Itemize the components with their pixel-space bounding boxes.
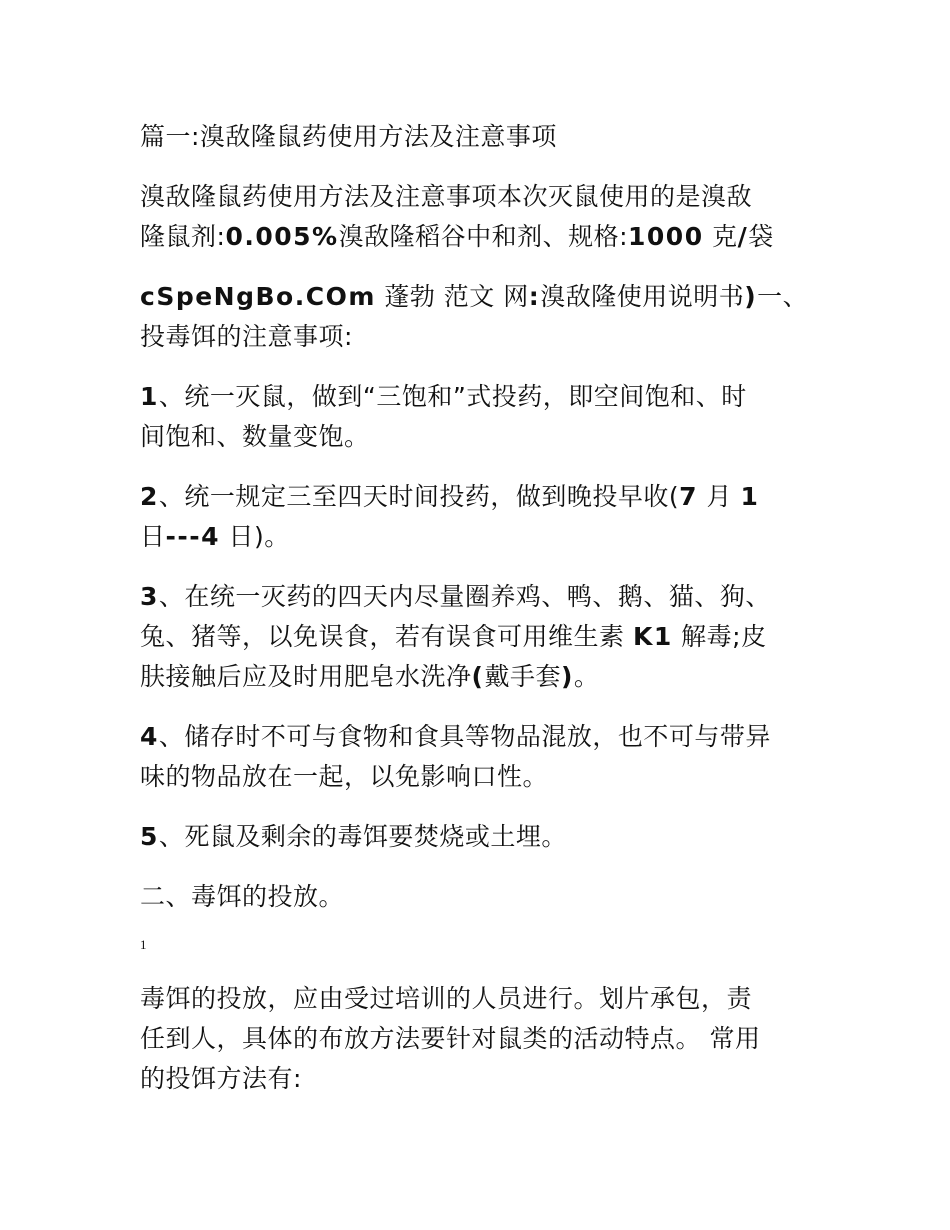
day-value: 1	[740, 482, 760, 511]
item1-line-1	[140, 377, 820, 417]
spec-value: 1000	[628, 222, 704, 251]
source-line-1	[140, 277, 820, 317]
item-text: 、统一规定三至四天时间投药，做到晚投早收(	[158, 482, 680, 511]
spec-unit: 克	[703, 222, 738, 251]
section-2-heading	[140, 877, 820, 917]
item-text: 、死鼠及剩余的毒饵要焚烧或土埋。	[158, 822, 567, 851]
item-text: 日)。	[220, 522, 290, 551]
item-text: 、储存时不可与食物和食具等物品混放，也不可与带异	[158, 722, 771, 751]
concentration-value: 0.005%	[225, 222, 339, 251]
source-line-2: 投毒饵的注意事项:	[140, 322, 353, 351]
item-number: 3	[140, 582, 159, 611]
intro-paragraph	[140, 177, 820, 257]
item-number: 4	[140, 722, 159, 751]
item4-line-1	[140, 717, 820, 757]
item-text: 、在统一灭药的四天内尽量圈养鸡、鸭、鹅、猫、狗、	[158, 582, 771, 611]
intro-line-1: 溴敌隆鼠药使用方法及注意事项本次灭鼠使用的是溴敌	[140, 182, 753, 211]
day-range-end: ---4	[165, 522, 221, 551]
paren: )	[560, 662, 574, 691]
month-value: 7	[679, 482, 699, 511]
item2-line-1	[140, 477, 820, 517]
item-number: 2	[140, 482, 159, 511]
page-number: 1	[140, 937, 147, 952]
source-site-name: 蓬勃 范文 网	[375, 282, 529, 311]
item-text: 解毒;皮	[672, 622, 767, 651]
vitamin-k1: K1	[632, 622, 673, 651]
list-item-5	[140, 817, 820, 857]
month-label: 月	[698, 482, 741, 511]
colon: :	[528, 282, 541, 311]
closing-line-1: 毒饵的投放，应由受过培训的人员进行。划片承包，责	[140, 984, 753, 1013]
item-text: 、统一灭鼠，做到“三饱和”式投药，即空间饱和、时	[158, 382, 747, 411]
document-heading	[140, 117, 820, 157]
list-item-2	[140, 477, 820, 557]
item-text: 兔、猪等，以免误食，若有误食可用维生素	[140, 622, 633, 651]
item3-line-3	[140, 657, 820, 697]
list-item-3	[140, 577, 820, 697]
source-domain: cSpeNgBo.COm	[140, 282, 376, 311]
list-item-1	[140, 377, 820, 457]
heading-text: 篇一:溴敌隆鼠药使用方法及注意事项	[140, 122, 557, 151]
item-text: 戴手套	[484, 662, 561, 691]
item3-line-1	[140, 577, 820, 617]
item1-line-2: 间饱和、数量变饱。	[140, 422, 370, 451]
item5-line-1	[140, 817, 820, 857]
list-item-4	[140, 717, 820, 797]
intro-line-2	[140, 217, 820, 257]
section-1-label: 一、	[757, 282, 809, 311]
item-number: 1	[140, 382, 159, 411]
item3-line-2	[140, 617, 820, 657]
source-title: 溴敌隆使用说明书	[540, 282, 745, 311]
day-label: 日	[140, 522, 166, 551]
source-paragraph	[140, 277, 820, 357]
item4-line-2: 味的物品放在一起，以免影响口性。	[140, 762, 549, 791]
slash: /	[737, 222, 749, 251]
closing-line-3: 的投饵方法有:	[140, 1064, 302, 1093]
intro-text: 隆鼠剂:	[140, 222, 226, 251]
paren: )	[744, 282, 758, 311]
item-number: 5	[140, 822, 159, 851]
closing-paragraph	[140, 979, 820, 1099]
item-text: 肤接触后应及时用肥皂水洗净	[140, 662, 472, 691]
section-2-text: 二、毒饵的投放。	[140, 882, 345, 911]
item2-line-2	[140, 517, 820, 557]
intro-text: 溴敌隆稻谷中和剂、规格:	[338, 222, 629, 251]
paren: (	[471, 662, 485, 691]
closing-line-2: 任到人，具体的布放方法要针对鼠类的活动特点。 常用	[140, 1024, 761, 1053]
spec-unit-bag: 袋	[748, 222, 774, 251]
item-text: 。	[573, 662, 600, 691]
